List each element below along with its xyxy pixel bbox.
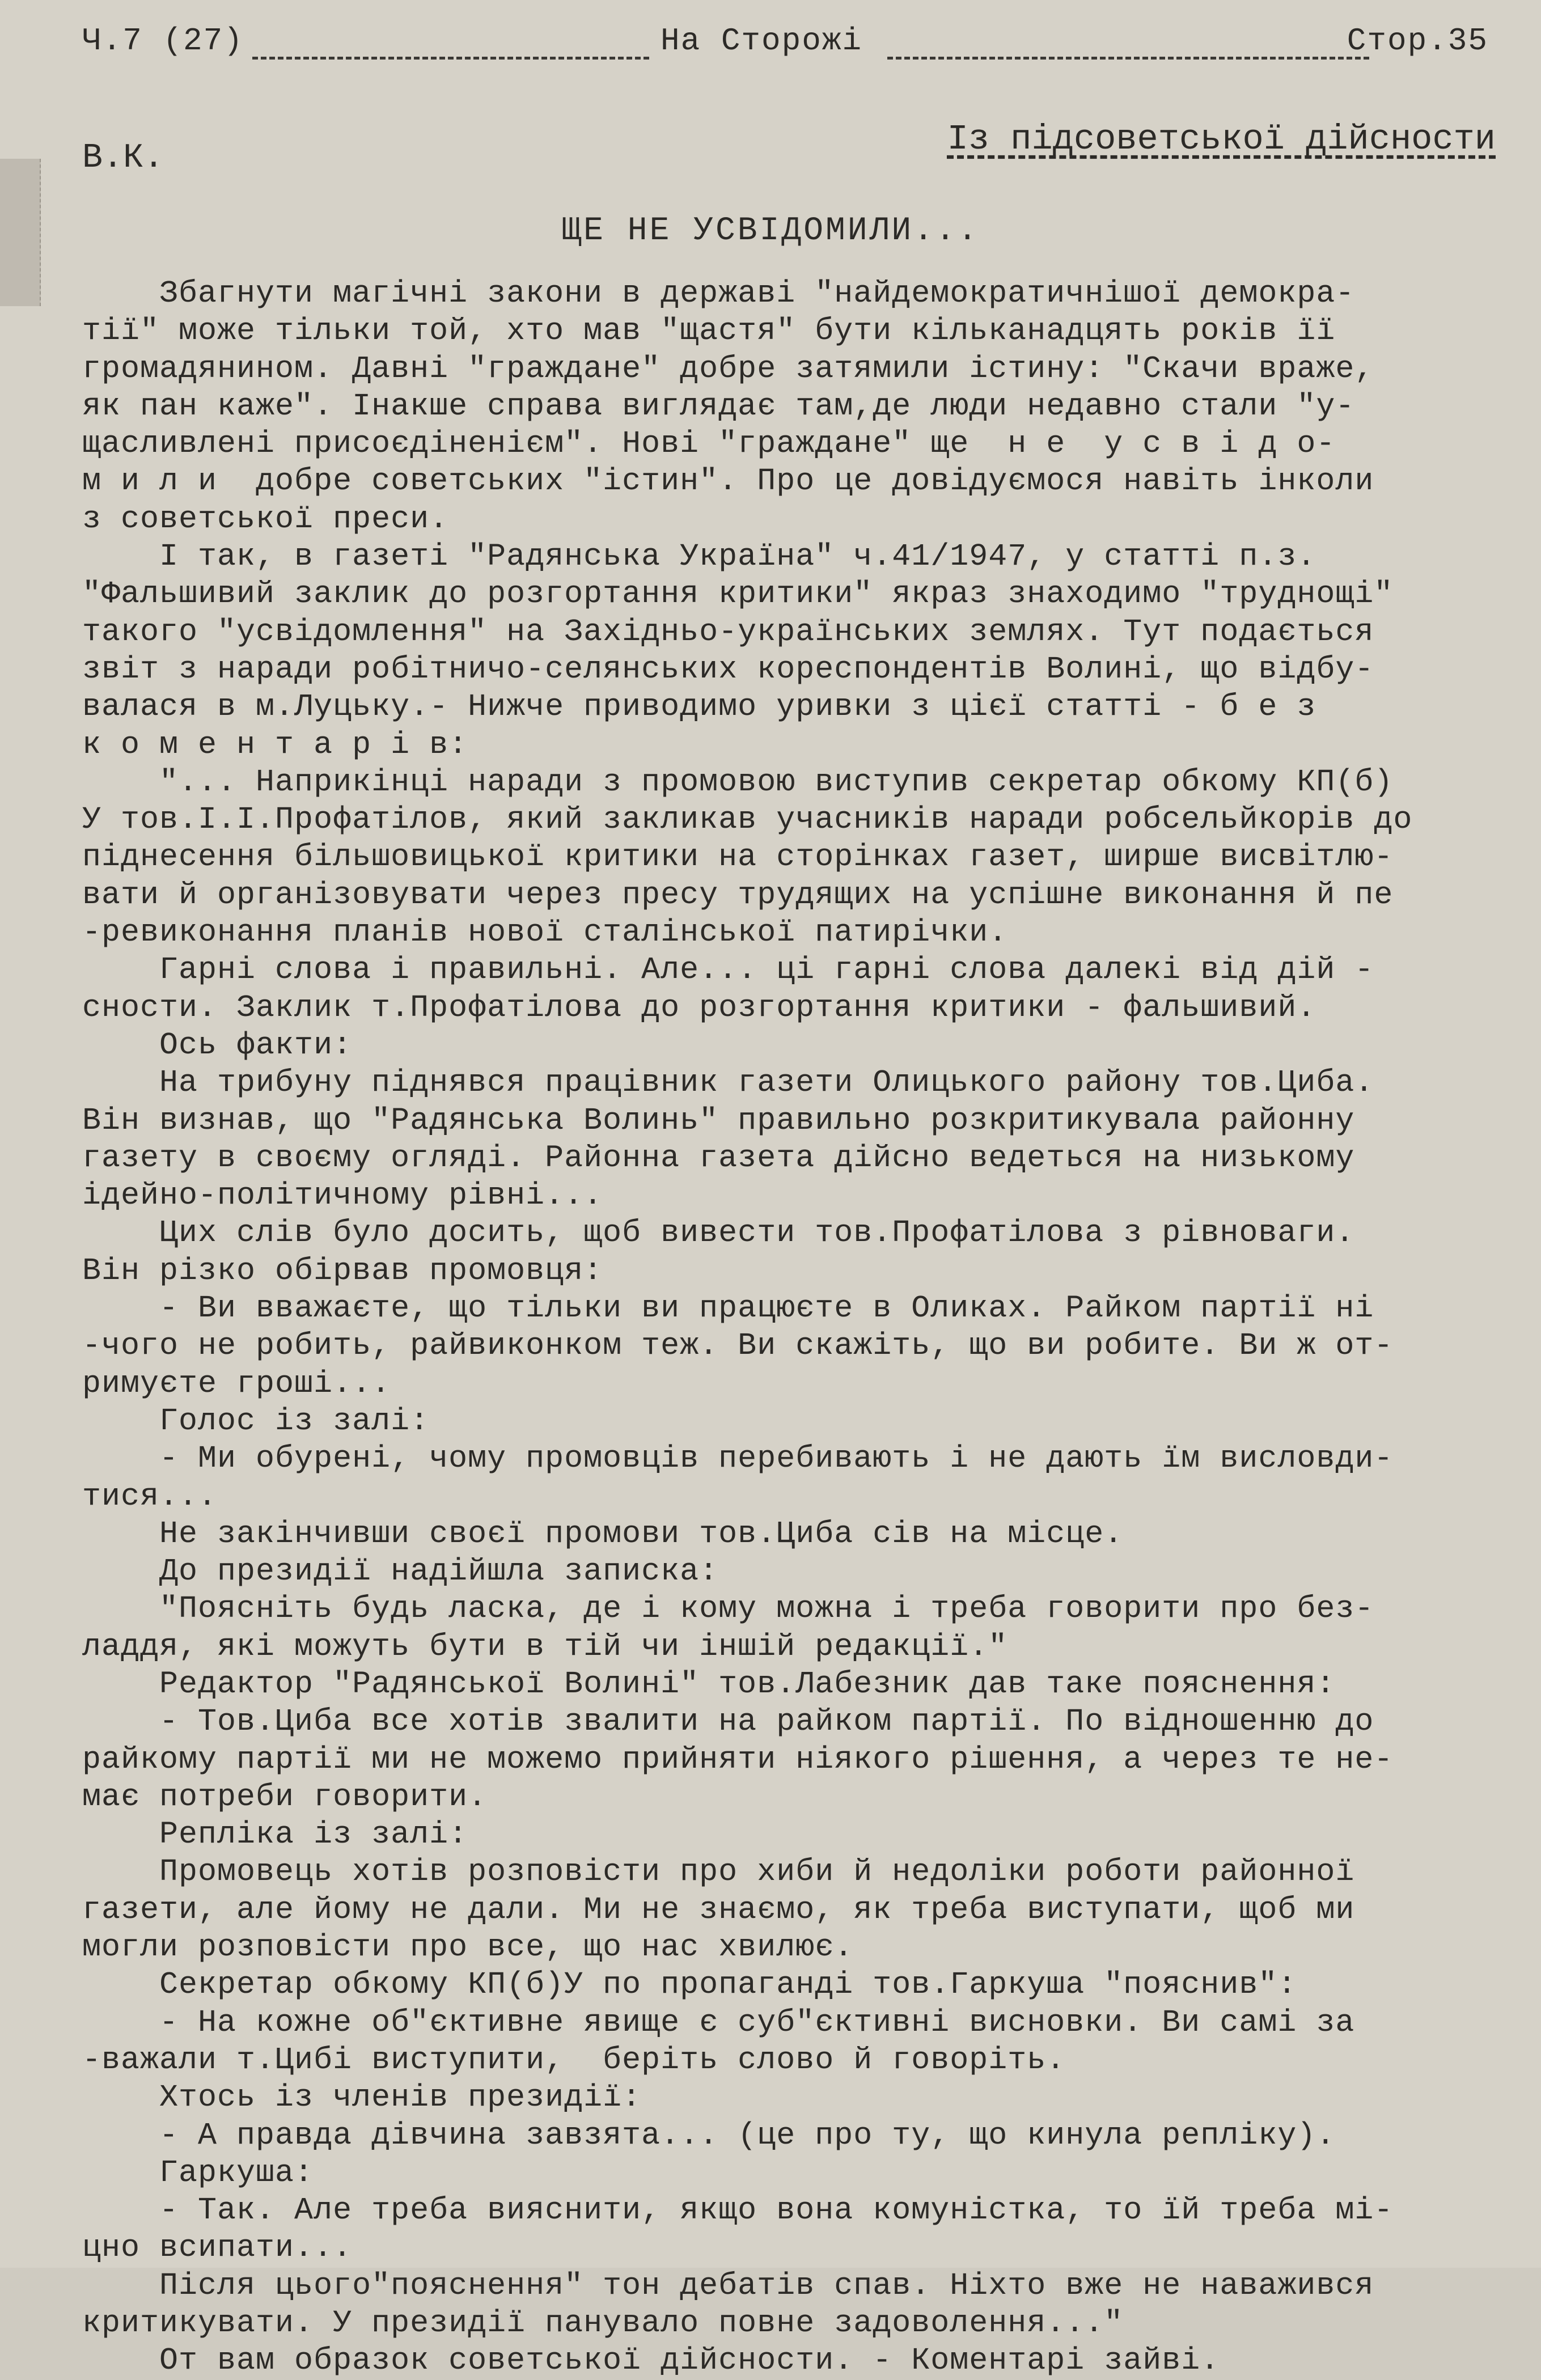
text-line: "Поясніть будь ласка, де і кому можна і треба говорити про без- [82, 1591, 1374, 1627]
text-line: Не закінчивши своєї промови тов.Циба сів на місце. [82, 1515, 1124, 1552]
text-line: - Ви вважаєте, що тільки ви працюєте в Оликах. Райком партії ні [82, 1290, 1374, 1327]
text-line: цно всипати... [82, 2230, 353, 2266]
text-line: щасливлені присоєдіненієм". Нові "граждане" ще н е у с в і д о- [82, 426, 1336, 462]
text-line: такого "усвідомлення" на Західньо-українських землях. Тут подається [82, 613, 1374, 650]
text-line: ладдя, які можуть бути в тій чи іншій редакції." [82, 1628, 1008, 1665]
text-line: "... Наприкінці наради з промовою виступив секретар обкому КП(б) [82, 764, 1394, 800]
text-line: піднесення більшовицької критики на сторінках газет, ширше висвітлю- [82, 839, 1394, 875]
text-line: - Тов.Циба все хотів звалити на райком партії. По відношенню до [82, 1704, 1374, 1740]
text-line: вати й організовувати через пресу трудящих на успішне виконання й пе [82, 876, 1394, 913]
text-line: з советської преси. [82, 501, 449, 537]
text-line: Після цього"пояснення" тон дебатів спав. Ніхто вже не наважився [82, 2267, 1374, 2303]
author-initials: В.К. [82, 139, 164, 177]
text-line: Гарні слова і правильні. Але... ці гарні слова далекі від дій - [82, 952, 1374, 988]
text-line: -чого не робить, райвиконком теж. Ви скажіть, що ви робите. Ви ж от- [82, 1328, 1394, 1364]
text-line: До президії надійшла записка: [82, 1553, 719, 1590]
text-line: Голос із залі: [82, 1403, 430, 1439]
article-body [82, 275, 1511, 2380]
text-line: І так, в газеті "Радянська Україна" ч.41/1947, у статті п.з. [82, 539, 1316, 575]
text-line: сности. Заклик т.Профатілова до розгортання критики - фальшивий. [82, 989, 1316, 1026]
text-line: Секретар обкому КП(б)У по пропаганді тов.Гаркуша "пояснив": [82, 1967, 1297, 2003]
text-line: -ревиконання планів нової сталінської патирічки. [82, 914, 1008, 951]
text-line: - Ми обурені, чому промовців перебивають і не дають їм висловди- [82, 1441, 1394, 1477]
text-line: От вам образок советської дійсности. - Коментарі зайві. [82, 2343, 1220, 2379]
section-rubric: Із підсоветської дійсности [947, 119, 1496, 159]
text-line: Він різко обірвав промовця: [82, 1252, 603, 1289]
article-title: ЩЕ НЕ УСВІДОМИЛИ... [561, 213, 980, 249]
header-rule-right [887, 57, 1369, 60]
text-line: райкому партії ми не можемо прийняти ніякого рішення, а через те не- [82, 1741, 1394, 1777]
text-line: Ось факти: [82, 1027, 353, 1063]
text-line: громадянином. Давні "граждане" добре затямили істину: "Скачи враже, [82, 350, 1374, 387]
text-line: валася в м.Луцьку.- Нижче приводимо уривки з цієї статті - б е з [82, 689, 1316, 725]
text-line: Гаркуша: [82, 2154, 314, 2191]
text-line: римуєте гроші... [82, 1365, 391, 1401]
text-line: к о м е н т а р і в: [82, 726, 468, 763]
text-line: газету в своєму огляді. Районна газета дійсно ведеться на низькому [82, 1140, 1355, 1176]
journal-name: На Сторожі [661, 23, 863, 59]
text-line: газети, але йому не дали. Ми не знаємо, як треба виступати, щоб ми [82, 1891, 1355, 1928]
issue-number: Ч.7 (27) [82, 23, 244, 59]
text-line: як пан каже". Інакше справа виглядає там,де люди недавно стали "у- [82, 388, 1355, 424]
text-line: "Фальшивий заклик до розгортання критики" якраз знаходимо "труднощі" [82, 576, 1394, 612]
header-rule-left [252, 57, 649, 60]
text-line: тії" може тільки той, хто мав "щастя" бути кільканадцять років її [82, 313, 1336, 349]
text-line: На трибуну піднявся працівник газети Олицького району тов.Циба. [82, 1065, 1374, 1101]
text-line: Цих слів було досить, щоб вивести тов.Профатілова з рівноваги. [82, 1215, 1355, 1251]
text-line: Репліка із залі: [82, 1816, 468, 1853]
text-line: Хтось із членів президії: [82, 2080, 642, 2116]
text-line: Він визнав, що "Радянська Волинь" правильно розкритикувала районну [82, 1102, 1355, 1138]
text-line: - На кожне об"єктивне явище є суб"єктивні висновки. Ви самі за [82, 2004, 1355, 2040]
text-line: Збагнути магічні закони в державі "найдемократичнішої демокра- [82, 276, 1355, 311]
text-line: Промовець хотів розповісти про хиби й недоліки роботи районної [82, 1854, 1355, 1890]
text-line: -важали т.Цибі виступити, беріть слово й говоріть. [82, 2042, 1066, 2078]
text-line: - А правда дівчина завзята... (це про ту, що кинула репліку). [82, 2117, 1336, 2153]
text-line: ідейно-політичному рівні... [82, 1178, 603, 1214]
text-line: критикувати. У президії панувало повне задоволення..." [82, 2305, 1124, 2341]
text-line: тися... [82, 1478, 218, 1514]
text-line: могли розповісти про все, що нас хвилює. [82, 1929, 854, 1966]
text-line: Редактор "Радянської Волині" тов.Лабезник дав таке пояснення: [82, 1666, 1336, 1702]
text-line: - Так. Але треба вияснити, якщо вона комуністка, то їй треба мі- [82, 2192, 1394, 2229]
text-line: звіт з наради робітничо-селянських кореспондентів Волині, що відбу- [82, 651, 1374, 687]
text-line: м и л и добре советських "істин". Про це довідуємося навіть інколи [82, 463, 1374, 499]
text-line: У тов.І.І.Профатілов, який закликав учасників наради робсельйкорів до [82, 802, 1413, 838]
page-header [82, 23, 1488, 68]
text-line: має потреби говорити. [82, 1778, 488, 1815]
page-number: Стор.35 [1347, 23, 1488, 59]
